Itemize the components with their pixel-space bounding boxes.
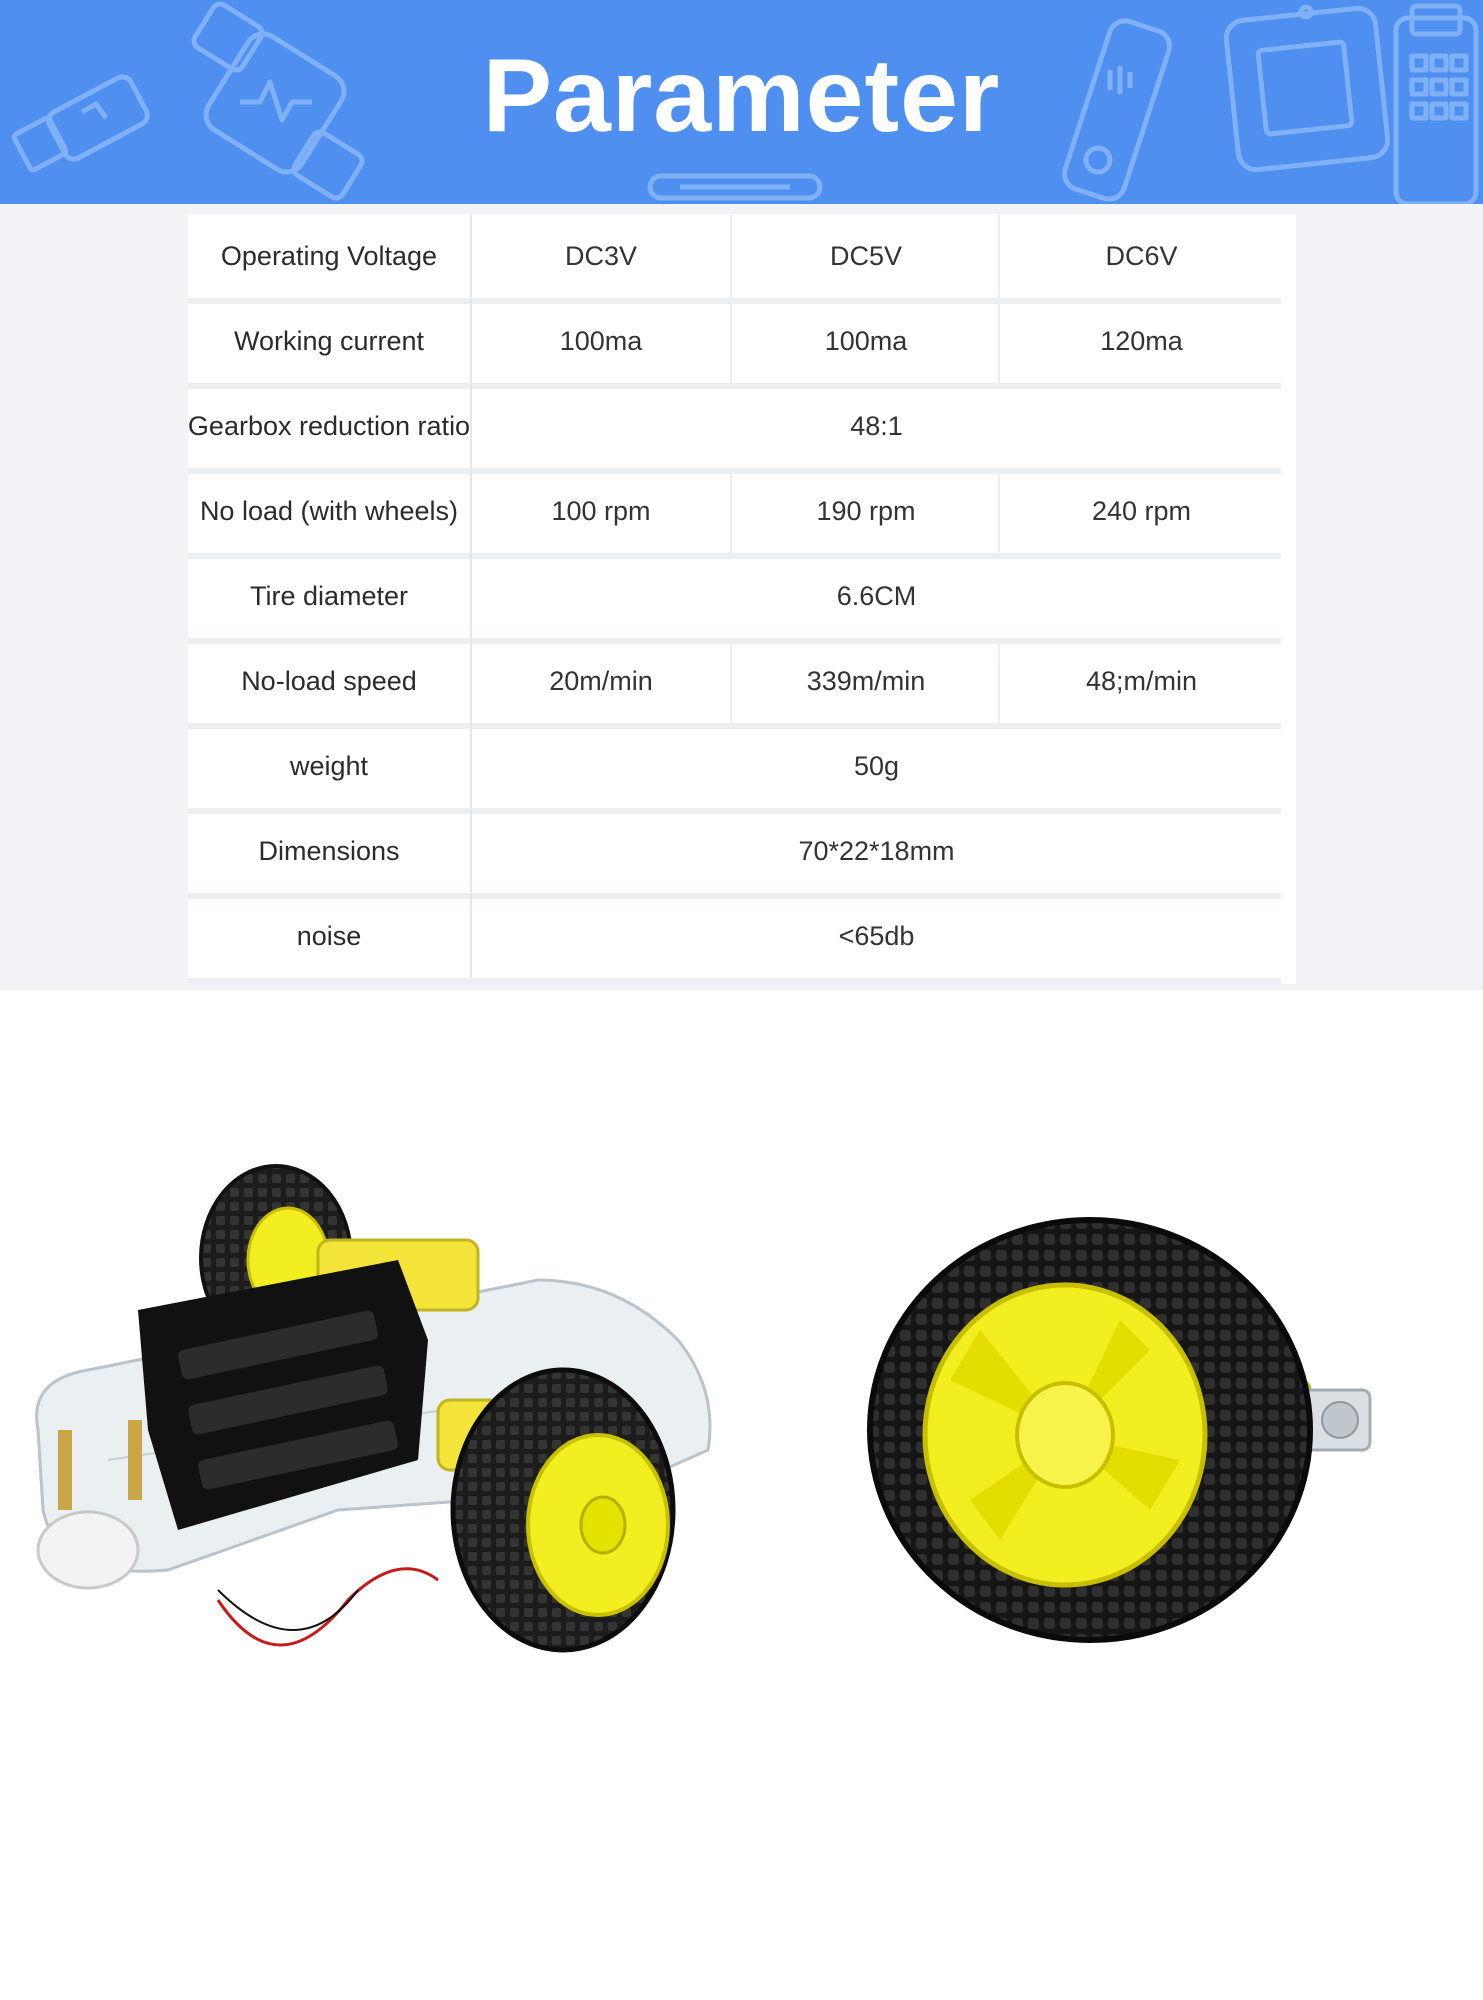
- value-dc3v: 100 rpm: [551, 495, 651, 526]
- table-row-noise: [188, 894, 1281, 984]
- value-dc5v: 190 rpm: [730, 469, 1000, 553]
- row-label: No load (with wheels): [188, 469, 472, 553]
- cable-icon: [650, 176, 820, 198]
- spec-table-section: [0, 204, 1483, 990]
- table-row-gearbox-ratio: [188, 384, 1281, 474]
- spec-table: [188, 214, 1296, 984]
- row-label: Gearbox reduction ratio: [188, 384, 472, 468]
- row-label: weight: [188, 724, 472, 808]
- value-dc5v: DC5V: [730, 214, 1000, 298]
- value-dc5v: 339m/min: [730, 639, 1000, 723]
- value-dc6v: 48;m/min: [998, 639, 1283, 723]
- value-dc6v: 120ma: [998, 299, 1283, 383]
- table-row-no-load-rpm: [188, 469, 1281, 559]
- row-label: Dimensions: [188, 809, 472, 893]
- value-dc3v: 20m/min: [549, 665, 653, 696]
- robot-car-chassis-photo: [18, 1130, 788, 1680]
- wheel-with-gear-motor-photo: [850, 1200, 1380, 1660]
- row-label: Working current: [188, 299, 472, 383]
- row-label: No-load speed: [188, 639, 472, 723]
- value-all-voltages: 6.6CM: [836, 580, 917, 611]
- value-dc6v: DC6V: [998, 214, 1283, 298]
- row-label: noise: [188, 894, 472, 978]
- value-all-voltages: 50g: [853, 750, 900, 781]
- value-all-voltages: 70*22*18mm: [798, 835, 955, 866]
- value-dc3v: 100ma: [559, 325, 643, 356]
- table-row-no-load-speed: [188, 639, 1281, 729]
- page-title: Parameter: [482, 38, 1001, 154]
- value-all-voltages: <65db: [838, 920, 915, 951]
- table-row-working-current: [188, 299, 1281, 389]
- table-row-tire-diameter: [188, 554, 1281, 644]
- product-photos: [0, 990, 1483, 2000]
- value-dc3v: DC3V: [564, 240, 638, 271]
- row-label: Tire diameter: [188, 554, 472, 638]
- parameter-banner: [0, 0, 1483, 204]
- value-dc5v: 100ma: [730, 299, 1000, 383]
- table-row-operating-voltage: [188, 214, 1281, 304]
- row-label: Operating Voltage: [188, 214, 472, 298]
- value-all-voltages: 48:1: [850, 410, 903, 441]
- table-row-dimensions: [188, 809, 1281, 899]
- value-dc6v: 240 rpm: [998, 469, 1283, 553]
- table-row-weight: [188, 724, 1281, 814]
